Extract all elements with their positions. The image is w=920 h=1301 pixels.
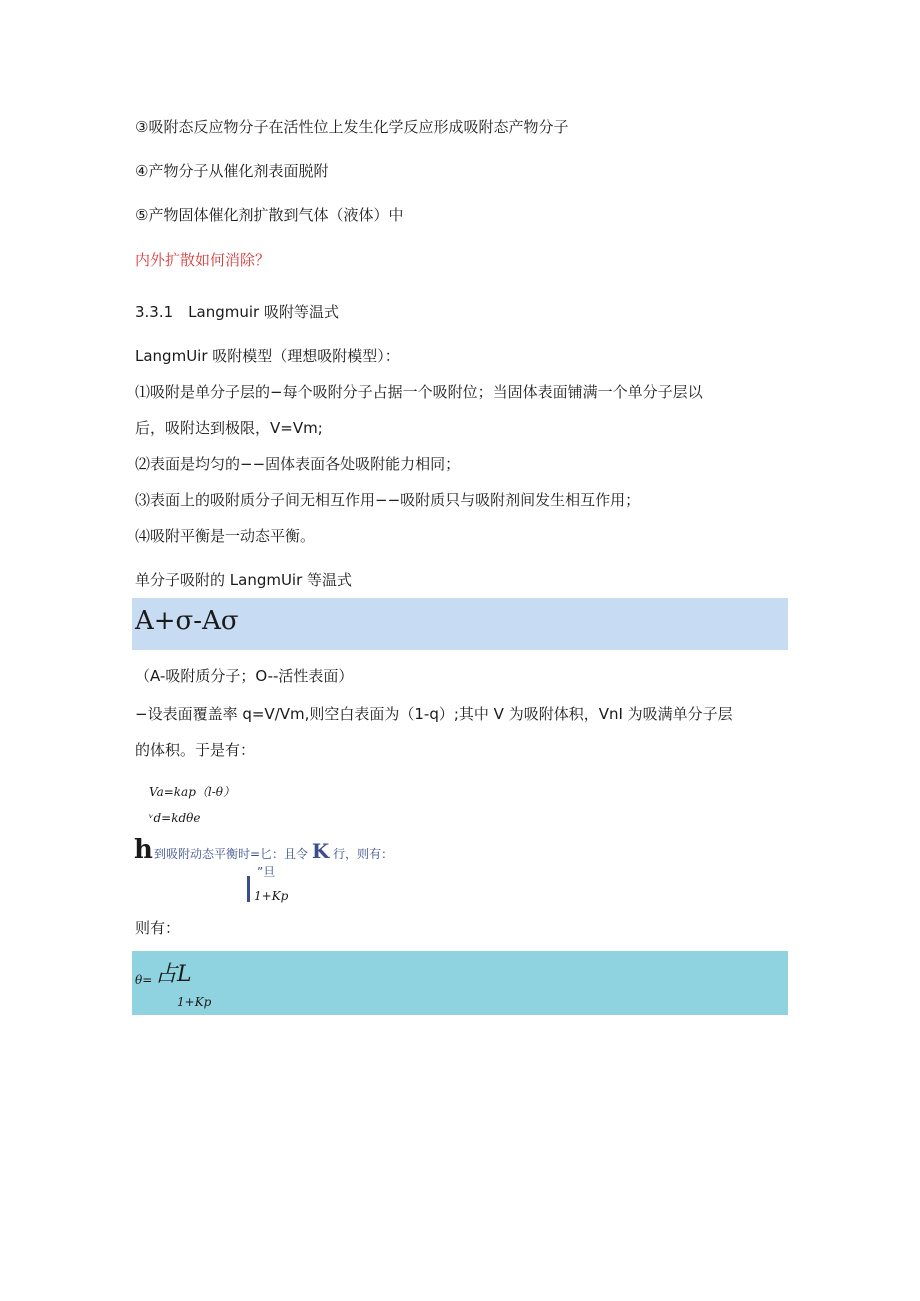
final-denominator: 1+Kp: [177, 995, 212, 1009]
section-heading: 3.3.1 Langmuir 吸附等温式: [135, 303, 339, 321]
equilibrium-numerator: ”旦: [257, 865, 276, 879]
coverage-line-1: −设表面覆盖率 q=V/Vm,则空白表面为（1-q）;其中 V 为吸附体积，VnI 为吸满单分子层: [135, 705, 733, 723]
assumption-4: ⑷吸附平衡是一动态平衡。: [135, 527, 316, 545]
step-5: ⑤产物固体催化剂扩散到气体（液体）中: [135, 206, 404, 224]
model-title: LangmUir 吸附模型（理想吸附模型）：: [135, 347, 400, 365]
assumption-1b: 后，吸附达到极限，V=Vm;: [135, 419, 323, 437]
equilibrium-text-a: 到吸附动态平衡时=匕：且令: [154, 847, 309, 861]
assumption-1a: ⑴吸附是单分子层的−每个吸附分子占据一个吸附位；当固体表面铺满一个单分子层以: [135, 383, 703, 401]
equilibrium-denominator: 1+Kp: [254, 889, 289, 903]
equilibrium-h: h: [134, 835, 153, 865]
assumption-2: ⑵表面是均匀的−−固体表面各处吸附能力相同；: [135, 455, 461, 473]
question-heading: 内外扩散如何消除？: [135, 251, 271, 269]
adsorption-rate-equation: Va=kap（l-θ）: [149, 785, 235, 799]
final-numerator: 占L: [155, 962, 192, 987]
assumption-3: ⑶表面上的吸附质分子间无相互作用−−吸附质只与吸附剂间发生相互作用；: [135, 491, 641, 509]
isotherm-title: 单分子吸附的 LangmUir 等温式: [135, 571, 353, 589]
final-band: [132, 951, 788, 1015]
step-4: ④产物分子从催化剂表面脱附: [135, 162, 329, 180]
step-3: ③吸附态反应物分子在活性位上发生化学反应形成吸附态产物分子: [135, 118, 569, 136]
legend-note: （A-吸附质分子；O--活性表面）: [135, 667, 354, 685]
equilibrium-text: [154, 839, 394, 863]
then-label: 则有：: [135, 919, 181, 937]
fraction-bar: [247, 876, 250, 902]
reaction-equation: A+σ-Aσ: [135, 606, 239, 636]
final-lhs: θ=: [135, 973, 153, 987]
equilibrium-text-b: 行，则有：: [333, 847, 394, 861]
coverage-line-2: 的体积。于是有：: [135, 741, 256, 759]
desorption-rate-equation: ᵛd=kdθe: [149, 811, 201, 825]
equilibrium-k: K: [311, 839, 330, 863]
